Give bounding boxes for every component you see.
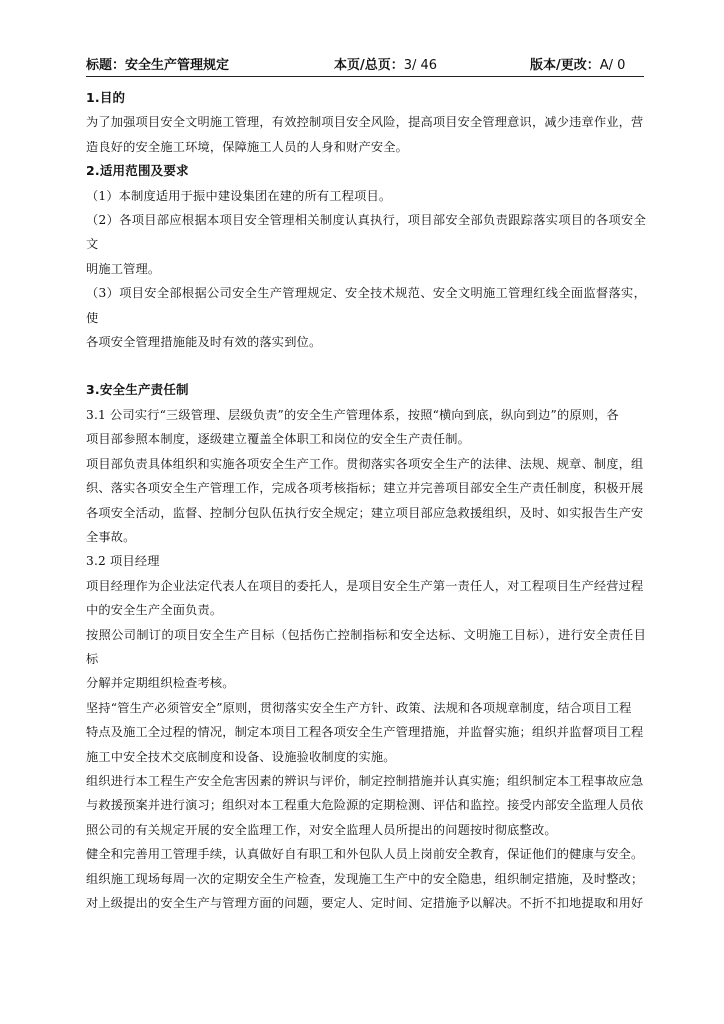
paragraph-line: 各项安全活动，监督、控制分包队伍执行安全规定；建立项目部应急救援组织，及时、如实报告生产安 (86, 505, 644, 520)
paragraph-line: 健全和完善用工管理手续，认真做好自有职工和外包队人员上岗前安全教育，保证他们的健康与安全。 (86, 847, 644, 862)
paragraph-line: 对上级提出的安全生产与管理方面的问题，要定人、定时间、定措施予以解决。不折不扣地提取和用好 (86, 896, 644, 910)
paragraph-line: 项目部负责具体组织和实施各项安全生产工作。贯彻落实各项安全生产的法律、法规、规章、制度，组 (86, 456, 644, 471)
paragraph-line: 中的安全生产全面负责。 (86, 603, 223, 618)
header-page-value: 3/ 46 (403, 58, 438, 73)
paragraph-line: 按照公司制订的项目安全生产目标（包括伤亡控制指标和安全达标、文明施工目标），进行安全责任目标 (86, 627, 646, 666)
paragraph-line: 为了加强项目安全文明施工管理，有效控制项目安全风险，提高项目安全管理意识，减少违章作业，营 (86, 115, 644, 130)
subsection-heading-project-manager: 3.2 项目经理 (86, 554, 160, 569)
paragraph-line: 分解并定期组织检查考核。 (86, 676, 235, 691)
header-version-value: A/ 0 (599, 58, 626, 73)
page-header (86, 52, 644, 74)
section-heading-scope: 2.适用范围及要求 (86, 163, 189, 179)
paragraph-line: 坚持“管生产必须管安全”原则，贯彻落实安全生产方针、政策、法规和各项规章制度，结合项目工程 (86, 700, 632, 715)
paragraph-line: （2）各项目部应根据本项目安全管理相关制度认真执行，项目部安全部负责跟踪落实项目的各项安全文 (86, 213, 646, 252)
paragraph-line: （1）本制度适用于振中建设集团在建的所有工程项目。 (86, 188, 392, 203)
blank-line (86, 354, 646, 378)
paragraph-line: 织、落实各项安全生产管理工作，完成各项考核指标；建立并完善项目部安全生产责任制度，积极开展 (86, 481, 644, 496)
paragraph-line: 3.1 公司实行“三级管理、层级负责”的安全生产管理体系，按照“横向到底，纵向到边”的原则，各 (86, 407, 619, 422)
paragraph-line: 组织施工现场每周一次的定期安全生产检查，发现施工生产中的安全隐患，组织制定措施，及时整改； (86, 871, 644, 886)
header-title (86, 54, 229, 73)
paragraph-line: （3）项目安全部根据公司安全生产管理规定、安全技术规范、安全文明施工管理红线全面监督落实，使 (86, 286, 646, 325)
paragraph-line: 照公司的有关规定开展的安全监理工作，对安全监理人员所提出的问题按时彻底整改。 (86, 822, 557, 837)
section-heading-responsibility: 3.安全生产责任制 (86, 382, 189, 398)
header-title-value: 安全生产管理规定 (125, 58, 230, 73)
header-version (530, 54, 625, 73)
header-page (334, 54, 437, 73)
paragraph-line: 造良好的安全施工环境，保障施工人员的人身和财产安全。 (86, 139, 409, 154)
document-body (86, 86, 646, 915)
header-divider (86, 76, 644, 77)
paragraph-line: 各项安全管理措施能及时有效的落实到位。 (86, 335, 322, 350)
paragraph-line: 与救援预案并进行演习；组织对本工程重大危险源的定期检测、评估和监控。接受内部安全监理人员依 (86, 798, 644, 813)
header-title-label: 标题： (86, 58, 126, 73)
section-heading-purpose: 1.目的 (86, 90, 126, 105)
paragraph-line: 组织进行本工程生产安全危害因素的辨识与评价，制定控制措施并认真实施；组织制定本工程事故应急 (86, 773, 644, 788)
paragraph-line: 特点及施工全过程的情况，制定本项目工程各项安全生产管理措施，并监督实施；组织并监督项目工程 (86, 725, 644, 740)
paragraph-line: 施工中安全技术交底制度和设备、设施验收制度的实施。 (86, 749, 396, 764)
header-version-label: 版本/更改： (530, 58, 600, 73)
paragraph-line: 项目部参照本制度，逐级建立覆盖全体职工和岗位的安全生产责任制。 (86, 432, 471, 447)
paragraph-line: 项目经理作为企业法定代表人在项目的委托人，是项目安全生产第一责任人，对工程项目生产经营过程 (86, 578, 644, 593)
header-page-label: 本页/总页： (334, 58, 404, 73)
paragraph-line: 全事故。 (86, 529, 136, 544)
paragraph-line: 明施工管理。 (86, 261, 161, 276)
